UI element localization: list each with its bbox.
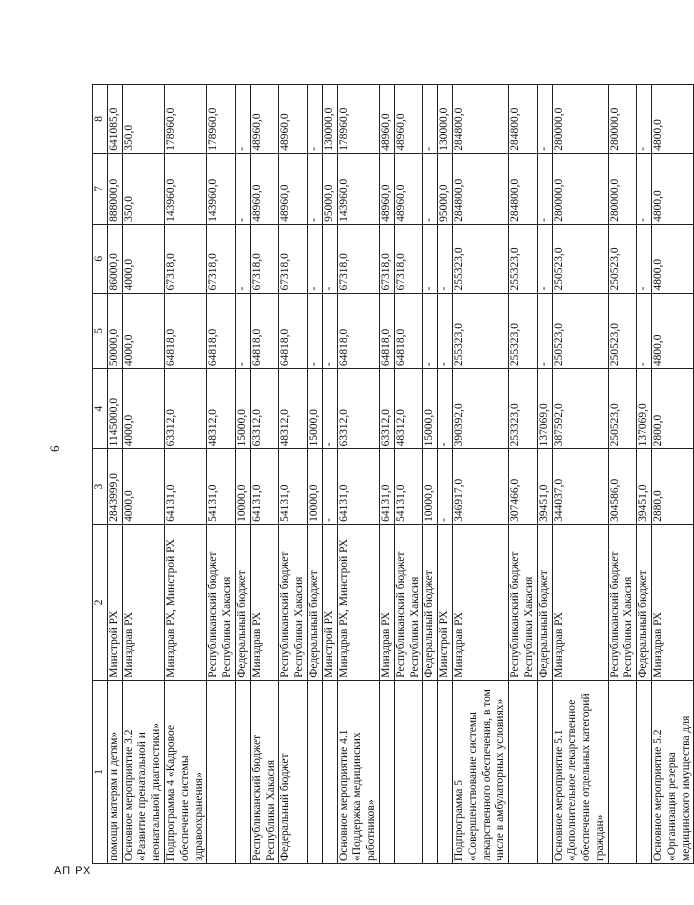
table-cell: 280000,0 [608, 85, 637, 154]
table-cell: Минздрав РХ [122, 524, 164, 680]
table-row [235, 85, 250, 864]
table-cell: 67318,0 [279, 224, 308, 293]
table-cell: 346917,0 [452, 449, 508, 525]
table-cell [509, 680, 538, 863]
table-cell: 64818,0 [164, 293, 206, 369]
table-row [322, 85, 337, 864]
table-cell: 344037,0 [552, 449, 608, 525]
table-row [122, 85, 164, 864]
table-cell: 4000,0 [122, 293, 164, 369]
table-cell: Республиканский бюджет Республики Хакасия [608, 524, 637, 680]
rotated-page [92, 84, 692, 864]
table-cell: - [438, 293, 453, 369]
table-cell [537, 680, 552, 863]
header-cell: 1 [93, 680, 108, 863]
table-cell: - [307, 153, 322, 224]
table-cell: - [438, 224, 453, 293]
table-cell: 48960,0 [250, 85, 279, 154]
table-cell: 888000,0 [107, 153, 122, 224]
table-cell: 63312,0 [379, 369, 394, 449]
table-cell: 67318,0 [337, 224, 379, 293]
table-cell: 4000,0 [122, 449, 164, 525]
table-cell: 54131,0 [394, 449, 423, 525]
table-cell: 250523,0 [608, 293, 637, 369]
table-cell: 4800,0 [652, 293, 694, 369]
table-row [423, 85, 438, 864]
table-cell: 64131,0 [379, 449, 394, 525]
table-cell: 390392,0 [452, 369, 508, 449]
table-cell: Минстрой РХ [438, 524, 453, 680]
table-cell: - [537, 293, 552, 369]
table-cell: - [235, 85, 250, 154]
budget-table [92, 84, 694, 864]
table-cell: 15000,0 [423, 369, 438, 449]
table-cell: - [637, 85, 652, 154]
table-cell: 137069,0 [537, 369, 552, 449]
table-cell: - [307, 293, 322, 369]
table-cell: 48960,0 [279, 153, 308, 224]
table-cell: Минздрав РХ, Минстрой РХ [337, 524, 379, 680]
table-cell: Подпрограмма 4 «Кадровое обеспечение системы здравоохранения» [164, 680, 206, 863]
table-cell: 67318,0 [379, 224, 394, 293]
table-cell [438, 680, 453, 863]
table-cell: - [322, 224, 337, 293]
table-cell: 64131,0 [250, 449, 279, 525]
table-cell: Минздрав РХ [452, 524, 508, 680]
table-cell: 64818,0 [394, 293, 423, 369]
table-cell: 64818,0 [250, 293, 279, 369]
table-cell: Республиканский бюджет Республики Хакасия [509, 524, 538, 680]
table-cell: Федеральный бюджет [235, 524, 250, 680]
page-number: 6 [47, 445, 62, 452]
table-cell: Основное мероприятие 3.2 «Развитие пренатальной и неонатальной диагностики» [122, 680, 164, 863]
table-cell: 63312,0 [164, 369, 206, 449]
header-cell: 7 [93, 153, 108, 224]
table-row [250, 85, 279, 864]
table-cell: 255323,0 [452, 293, 508, 369]
table-cell: 280000,0 [552, 85, 608, 154]
table-cell: - [307, 224, 322, 293]
table-cell: 50000,0 [107, 293, 122, 369]
table-cell: 39451,0 [637, 449, 652, 525]
table-cell: помощи матерям и детям» [107, 680, 122, 863]
table-cell: Минздрав РХ [250, 524, 279, 680]
table-row [537, 85, 552, 864]
header-cell: 3 [93, 449, 108, 525]
table-cell: 67318,0 [207, 224, 236, 293]
table-cell: - [438, 369, 453, 449]
table-cell: 178960,0 [337, 85, 379, 154]
table-cell: 15000,0 [307, 369, 322, 449]
table-cell: Республиканский бюджет Республики Хакасия [250, 680, 279, 863]
table-cell: - [637, 293, 652, 369]
table-cell: 67318,0 [250, 224, 279, 293]
table-row [207, 85, 236, 864]
table-cell: 48960,0 [394, 153, 423, 224]
table-cell: 2843999,0 [107, 449, 122, 525]
table-cell: Минздрав РХ [552, 524, 608, 680]
table-cell: 64131,0 [337, 449, 379, 525]
table-cell: - [438, 449, 453, 525]
table-cell [307, 680, 322, 863]
table-cell: 39451,0 [537, 449, 552, 525]
table-cell: Республиканский бюджет Республики Хакасия [394, 524, 423, 680]
table-cell: 4000,0 [122, 224, 164, 293]
table-cell: 4800,0 [652, 85, 694, 154]
table-cell: 284800,0 [452, 153, 508, 224]
table-cell: 250523,0 [552, 293, 608, 369]
table-cell: Минстрой РХ [322, 524, 337, 680]
table-row [652, 85, 694, 864]
table-cell: 130000,0 [322, 85, 337, 154]
table-cell: 64131,0 [164, 449, 206, 525]
table-cell: - [637, 153, 652, 224]
table-cell: 350,0 [122, 85, 164, 154]
table-cell: 255323,0 [452, 224, 508, 293]
table-row [394, 85, 423, 864]
table-cell: - [537, 224, 552, 293]
table-cell: - [235, 224, 250, 293]
table-row [452, 85, 508, 864]
table-body [107, 85, 694, 864]
table-cell: 54131,0 [207, 449, 236, 525]
table-cell [379, 680, 394, 863]
table-cell: 280000,0 [552, 153, 608, 224]
table-cell: - [537, 85, 552, 154]
table-cell: 250523,0 [608, 369, 637, 449]
table-cell: Подпрограмма 5 «Совершенствование системы лекарственного обеспечения, в том числе в амбулаторных условиях» [452, 680, 508, 863]
table-cell: Основное мероприятие 4.1 «Поддержка медицинских работников» [337, 680, 379, 863]
table-cell: 143960,0 [207, 153, 236, 224]
table-cell: 15000,0 [235, 369, 250, 449]
header-cell: 5 [93, 293, 108, 369]
table-cell: Минздрав РХ [379, 524, 394, 680]
table-cell: 255323,0 [509, 224, 538, 293]
table-cell: Федеральный бюджет [637, 524, 652, 680]
table-cell: 67318,0 [164, 224, 206, 293]
table-cell: 67318,0 [394, 224, 423, 293]
table-cell: - [537, 153, 552, 224]
table-cell: 64818,0 [279, 293, 308, 369]
table-cell: 284800,0 [509, 85, 538, 154]
table-cell: 48960,0 [279, 85, 308, 154]
table-row [379, 85, 394, 864]
table-cell: 10000,0 [423, 449, 438, 525]
table-cell: 64818,0 [337, 293, 379, 369]
table-cell: 137069,0 [637, 369, 652, 449]
table-row [164, 85, 206, 864]
header-row [93, 85, 108, 864]
table-cell: - [235, 293, 250, 369]
table-cell: 4800,0 [652, 224, 694, 293]
table-cell: 4800,0 [652, 153, 694, 224]
table-cell [423, 680, 438, 863]
table-cell: 387592,0 [552, 369, 608, 449]
table-cell: - [423, 85, 438, 154]
table-cell: 130000,0 [438, 85, 453, 154]
table-cell [207, 680, 236, 863]
table-cell: - [322, 449, 337, 525]
table-cell: 64818,0 [207, 293, 236, 369]
table-cell: Федеральный бюджет [423, 524, 438, 680]
table-cell: 95000,0 [322, 153, 337, 224]
table-cell: Основное мероприятие 5.2 «Организация резерва медицинского имущества для [652, 680, 694, 863]
table-cell: Минздрав РХ [652, 524, 694, 680]
table-cell [608, 680, 637, 863]
table-cell: 641085,0 [107, 85, 122, 154]
table-cell: 307466,0 [509, 449, 538, 525]
table-cell: Минздрав РХ, Минстрой РХ [164, 524, 206, 680]
table-cell: 86000,0 [107, 224, 122, 293]
table-cell: 284800,0 [509, 153, 538, 224]
table-cell: 178960,0 [164, 85, 206, 154]
table-row [438, 85, 453, 864]
header-cell: 6 [93, 224, 108, 293]
table-cell: - [423, 293, 438, 369]
table-cell [637, 680, 652, 863]
footer-mark: АП РХ [54, 865, 92, 877]
table-cell: - [423, 224, 438, 293]
table-row [279, 85, 308, 864]
table-cell: 255323,0 [509, 293, 538, 369]
table-cell: 10000,0 [307, 449, 322, 525]
table-cell: 48960,0 [394, 85, 423, 154]
table-cell: 48312,0 [207, 369, 236, 449]
table-cell: 178960,0 [207, 85, 236, 154]
table-cell: 350,0 [122, 153, 164, 224]
table-cell: 253323,0 [509, 369, 538, 449]
table-cell: 54131,0 [279, 449, 308, 525]
table-cell: 280000,0 [608, 153, 637, 224]
table-cell: 63312,0 [250, 369, 279, 449]
table-cell: 250523,0 [608, 224, 637, 293]
table-cell: Федеральный бюджет [279, 680, 308, 863]
table-cell: Республиканский бюджет Республики Хакасия [279, 524, 308, 680]
table-cell: 143960,0 [164, 153, 206, 224]
table-cell: Минстрой РХ [107, 524, 122, 680]
table-cell: 10000,0 [235, 449, 250, 525]
table-cell: 48312,0 [279, 369, 308, 449]
table-cell: 63312,0 [337, 369, 379, 449]
table-cell: 2800,0 [652, 369, 694, 449]
table-cell: 48960,0 [379, 85, 394, 154]
table-cell [394, 680, 423, 863]
header-cell: 2 [93, 524, 108, 680]
table-cell: 250523,0 [552, 224, 608, 293]
table-cell: Республиканский бюджет Республики Хакасия [207, 524, 236, 680]
header-cell: 4 [93, 369, 108, 449]
table-cell [235, 680, 250, 863]
table-row [107, 85, 122, 864]
table-cell: - [235, 153, 250, 224]
table-cell: - [322, 369, 337, 449]
table-cell: 1145000,0 [107, 369, 122, 449]
table-cell: 48960,0 [379, 153, 394, 224]
table-cell: 2880,0 [652, 449, 694, 525]
table-cell: - [322, 293, 337, 369]
table-cell: 304586,0 [608, 449, 637, 525]
table-cell: 143960,0 [337, 153, 379, 224]
table-cell [322, 680, 337, 863]
table-cell: 284800,0 [452, 85, 508, 154]
table-row [552, 85, 608, 864]
table-cell: Федеральный бюджет [537, 524, 552, 680]
table-cell: 48312,0 [394, 369, 423, 449]
table-cell: 4000,0 [122, 369, 164, 449]
table-row [337, 85, 379, 864]
table-cell: Основное мероприятие 5.1 «Дополнительное лекарственное обеспечение отдельных категорий граждан» [552, 680, 608, 863]
table-cell: Федеральный бюджет [307, 524, 322, 680]
table-cell: - [423, 153, 438, 224]
table-row [509, 85, 538, 864]
header-cell: 8 [93, 85, 108, 154]
table-cell: 64818,0 [379, 293, 394, 369]
table-cell: - [637, 224, 652, 293]
table-cell: 48960,0 [250, 153, 279, 224]
table-row [637, 85, 652, 864]
table-row [608, 85, 637, 864]
table-row [307, 85, 322, 864]
table-cell: 95000,0 [438, 153, 453, 224]
table-cell: - [307, 85, 322, 154]
